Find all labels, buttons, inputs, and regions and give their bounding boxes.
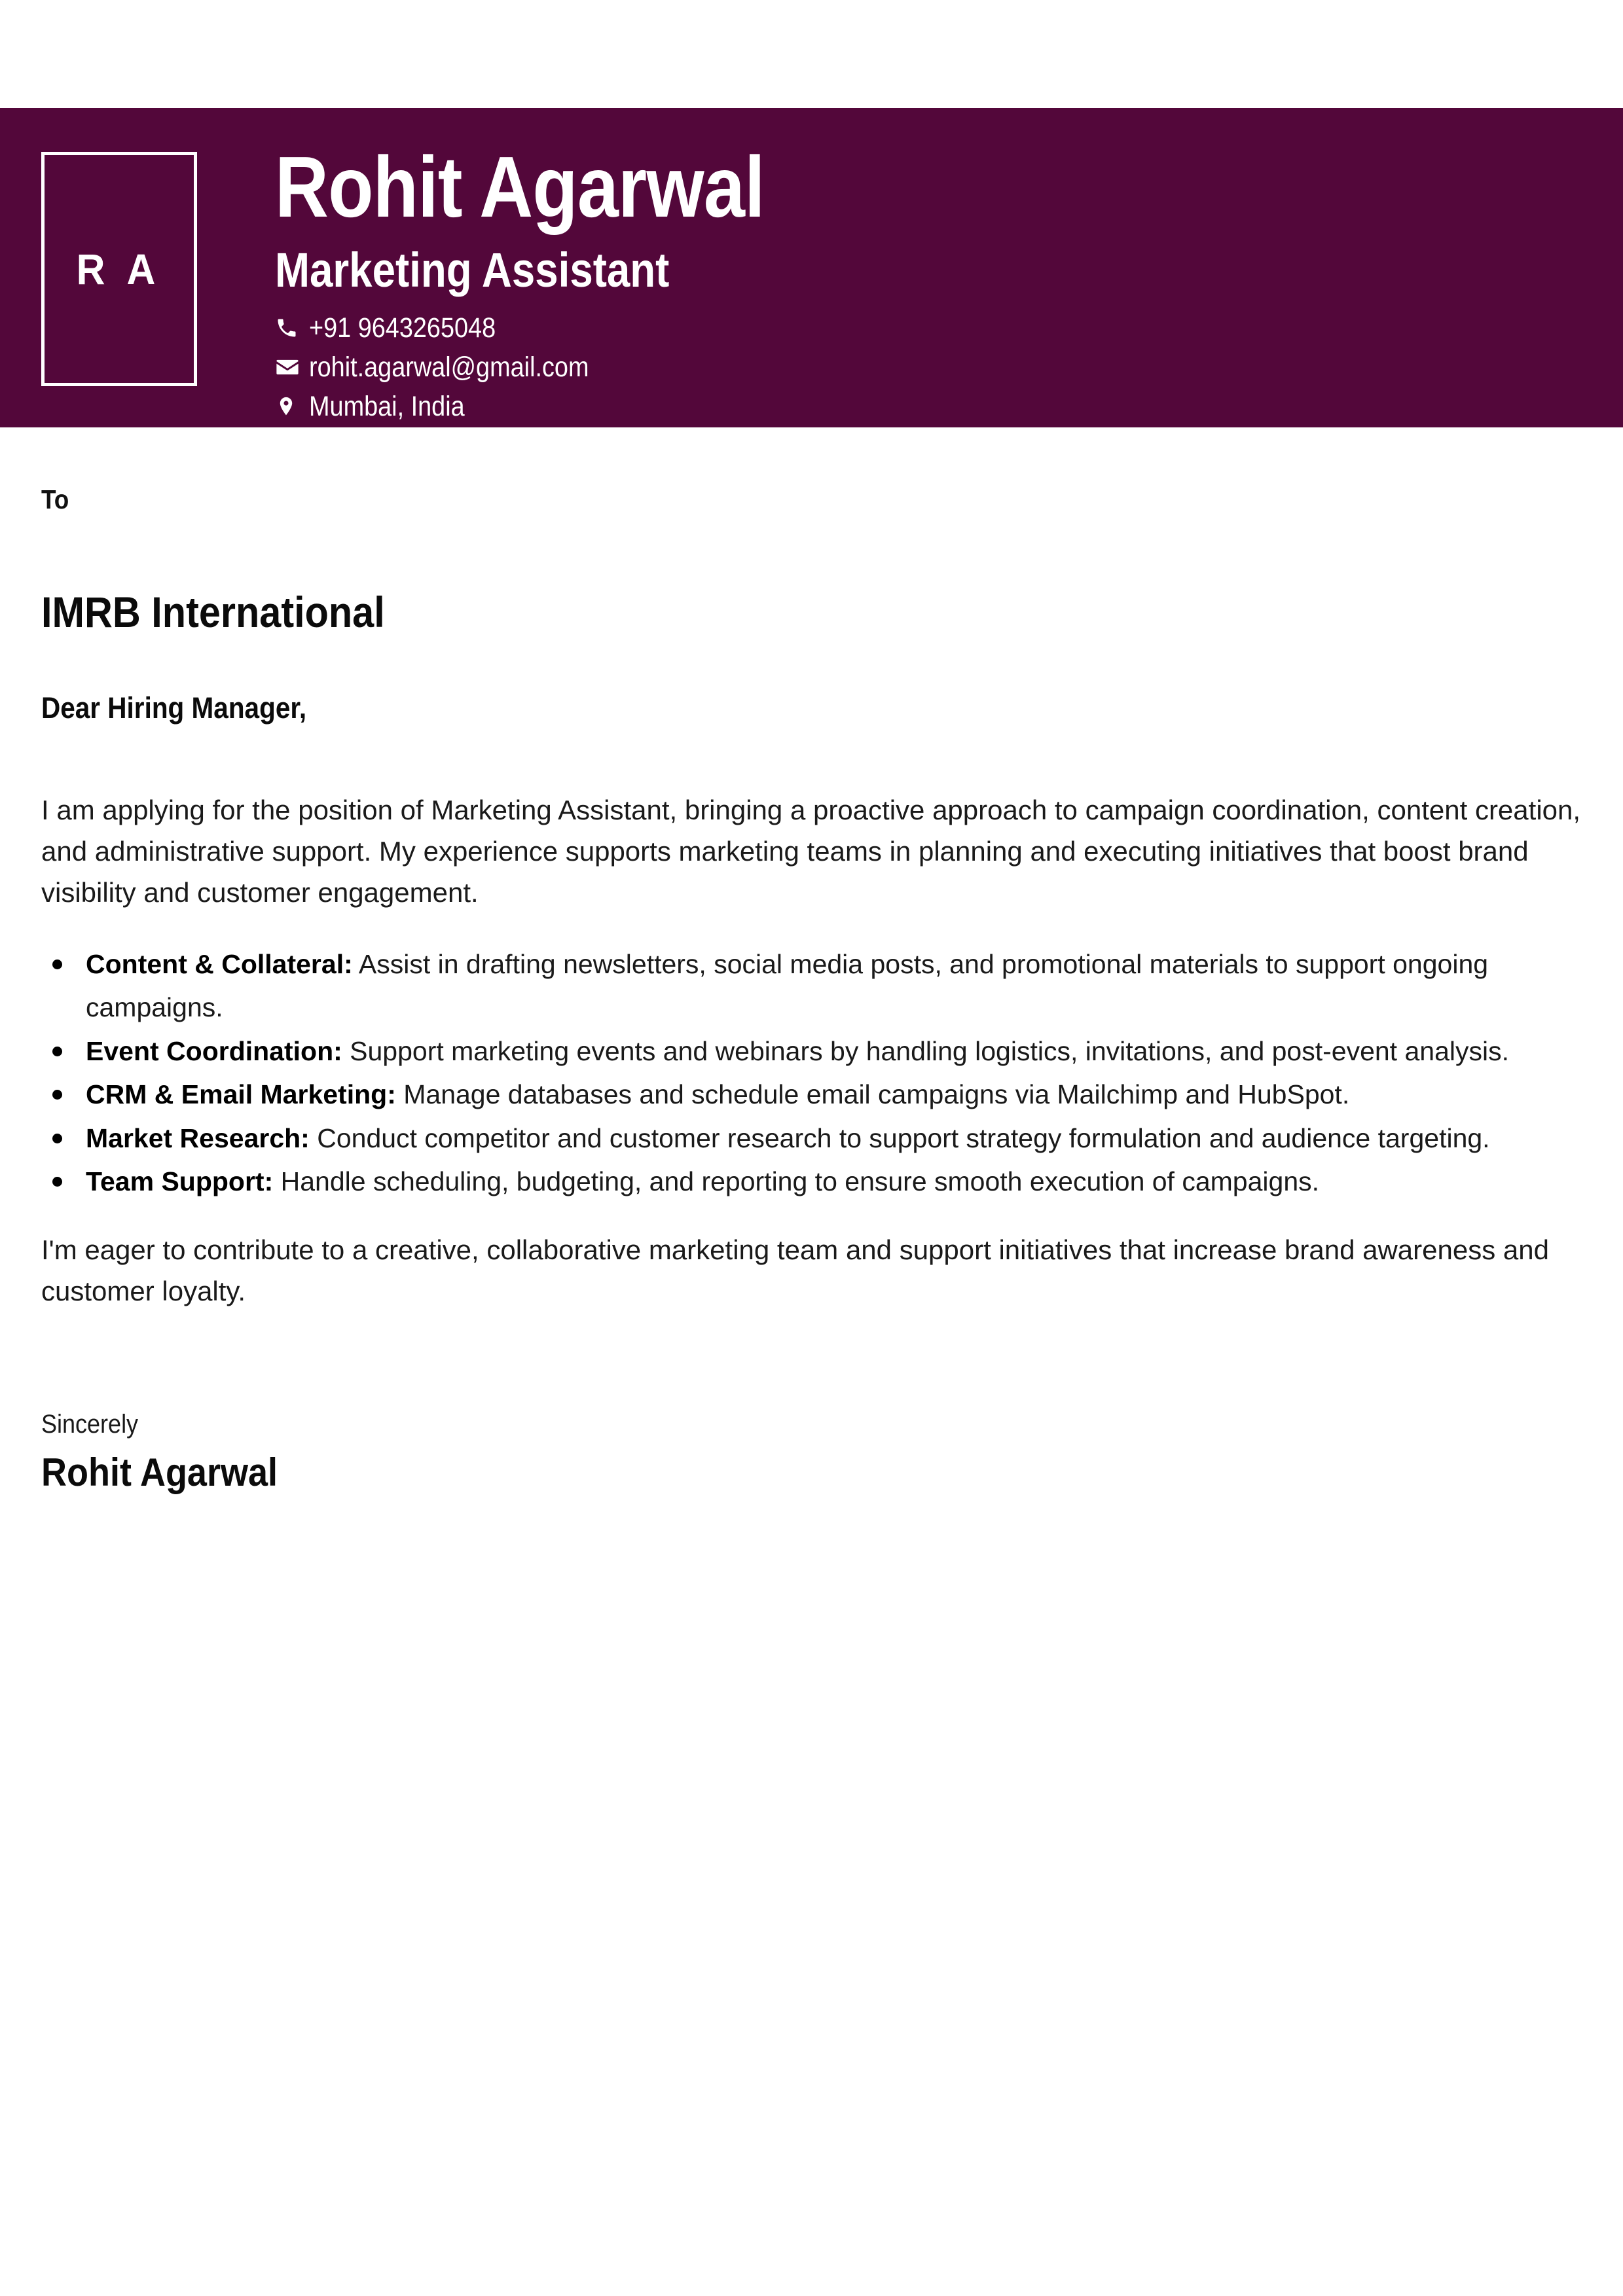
to-label: To [41,484,69,514]
list-item [41,1160,1583,1203]
salutation: Dear Hiring Manager, [41,691,307,725]
location-value: Mumbai, India [309,390,465,422]
header-banner [0,108,1623,427]
contact-item-location [275,390,845,423]
closing-paragraph: I'm eager to contribute to a creative, collaborative marketing team and support initiatives that increase brand awareness and customer loyalty. [41,1234,1549,1307]
list-item-text: Support marketing events and webinars by handling logistics, invitations, and post-event analysis. [342,1035,1509,1066]
contact-item-email [275,351,845,384]
list-item-text: Handle scheduling, budgeting, and reporting to ensure smooth execution of campaigns. [273,1166,1320,1197]
phone-value: +91 9643265048 [309,312,496,344]
job-title: Marketing Assistant [275,243,670,297]
list-item-text: Manage databases and schedule email campaigns via Mailchimp and HubSpot. [395,1079,1350,1110]
signoff-block [41,1410,1583,1495]
monogram-logo [41,152,197,386]
signoff-word: Sincerely [41,1410,139,1439]
header-text-block [275,139,845,423]
contact-list [275,312,845,423]
list-item-text: Conduct competitor and customer research to support strategy formulation and audience targeting. [309,1122,1490,1153]
list-item-term: Event Coordination: [86,1035,342,1066]
highlights-list [41,942,1583,1203]
list-item [41,942,1583,1030]
list-item-term: Market Research: [86,1122,310,1153]
envelope-icon [275,355,309,380]
list-item-term: Content & Collateral: [86,949,353,979]
contact-item-phone [275,312,845,344]
phone-icon [275,316,309,340]
list-item-term: Team Support: [86,1166,274,1197]
list-item [41,1073,1583,1116]
monogram-initials: R A [77,245,162,293]
map-pin-icon [275,395,309,418]
list-item [41,1030,1583,1073]
email-value: rohit.agarwal@gmail.com [309,351,589,383]
list-item-term: CRM & Email Marketing: [86,1079,396,1110]
signoff-name: Rohit Agarwal [41,1450,278,1495]
letter-body [41,484,1583,1495]
list-item [41,1117,1583,1160]
recipient-company: IMRB International [41,588,385,636]
intro-paragraph: I am applying for the position of Marketing Assistant, bringing a proactive approach to campaign coordination, content creation, and administrative support. My experience supports marketing teams in planning and executing initiatives that boost brand visibility and customer engagement. [41,795,1581,908]
page-title: Rohit Agarwal [275,139,765,235]
list-item-text: Assist in drafting newsletters, social media posts, and promotional materials to support ongoing campaigns. [86,949,1489,1023]
